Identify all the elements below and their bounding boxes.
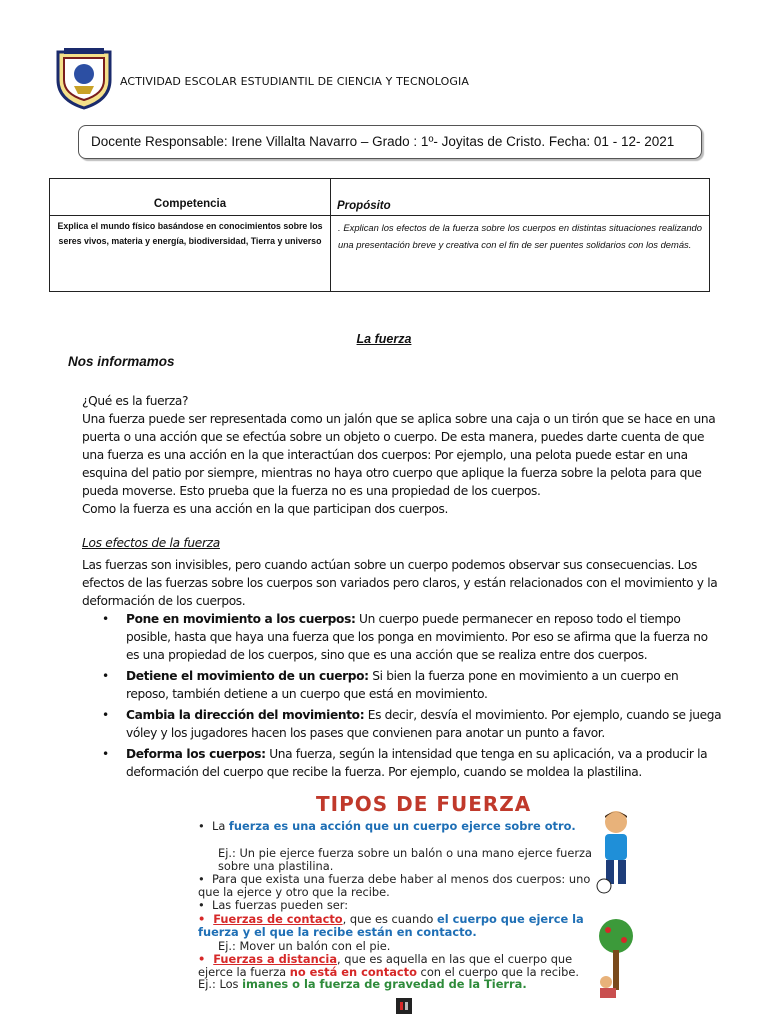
bullet-icon: • — [102, 708, 109, 722]
effects-list — [100, 610, 724, 784]
poster-line: Ej.: Mover un balón con el pie. — [218, 939, 391, 953]
bullet-icon: • — [102, 747, 109, 761]
effects-subtitle: Los efectos de la fuerza — [82, 536, 220, 550]
tree-child-reading-icon — [596, 918, 636, 1002]
poster-line: • Para que exista una fuerza debe haber al menos dos cuerpos: uno que la ejerce y otro que la recibe. — [198, 872, 591, 899]
poster-line: • Fuerzas a distancia, que es aquella en las que el cuerpo que ejerce la fuerza no está en contacto con el cuerpo que la recibe. Ej.: Los imanes o la fuerza de gravedad de la Tierra. — [198, 952, 579, 991]
list-item: • Cambia la dirección del movimiento: Es decir, desvía el movimiento. Por ejemplo, cuando se juega vóley y los jugadores hacen los pases que convienen para anotar un punto a favor. — [102, 708, 722, 740]
poster-line: • Las fuerzas pueden ser: — [198, 898, 349, 912]
page-title: La fuerza — [356, 332, 412, 346]
proposito-header: Propósito — [331, 179, 710, 216]
paragraph-definition: Una fuerza puede ser representada como un jalón que se aplica sobre una caja o un tirón que se hace en una puerta o una acción que se efectúa sobre un objeto o cuerpo. De esta manera, puedes darte cuenta de que una fuerza es una acción en la que interactúan dos cuerpos: Por ejemplo, una pelota puede estar en una esquina del patio por siempre, mientras no haya otro cuerpo que aplique la fuerza sobre la pelota para que pueda moverse. Esto prueba que la fuerza no es una propiedad de los cuerpos. — [82, 412, 716, 498]
paragraph-conclusion: Como la fuerza es una acción en la que participan dos cuerpos. — [82, 502, 448, 516]
docente-info-box — [78, 125, 702, 159]
docente-info-text: Docente Responsable: Irene Villalta Navarro – Grado : 1º- Joyitas de Cristo. Fecha: 01 - 12- 2021 — [91, 134, 675, 149]
competencia-cell: Explica el mundo físico basándose en conocimientos sobre los seres vivos, materia y energía, biodiversidad, Tierra y universo — [50, 216, 331, 292]
section-heading: Nos informamos — [68, 354, 175, 369]
list-item: • Deforma los cuerpos: Una fuerza, según la intensidad que tenga en su aplicación, va a producir la deformación del cuerpo que recibe la fuerza. Por ejemplo, cuando se moldea la plastilina. — [102, 747, 708, 779]
list-item: • Pone en movimiento a los cuerpos: Un cuerpo puede permanecer en reposo todo el tiempo posible, hasta que haya una fuerza que los ponga en movimiento. Por eso se afirma que la fuerza no es una propiedad de los cuerpos, sino que es una acción que se realiza entre dos cuerpos. — [102, 612, 708, 662]
tipos-de-fuerza-poster — [196, 790, 636, 1014]
poster-line: • La fuerza es una acción que un cuerpo ejerce sobre otro. — [198, 819, 576, 833]
school-logo — [50, 42, 118, 110]
poster-line: • Fuerzas de contacto, que es cuando el cuerpo que ejerce la fuerza y el que la recibe están en contacto. — [198, 912, 584, 939]
competency-table — [49, 178, 710, 292]
proposito-cell: . Explican los efectos de la fuerza sobre los cuerpos en distintas situaciones realizando una presentación breve y creativa con el fin de ser puentes solidarios con los demás. — [331, 216, 710, 292]
boy-kicking-ball-icon — [596, 808, 636, 894]
magnet-icon — [396, 998, 412, 1014]
competencia-header: Competencia — [50, 179, 331, 216]
bullet-icon: • — [102, 612, 109, 626]
paragraph-effects: Las fuerzas son invisibles, pero cuando actúan sobre un cuerpo podemos observar sus consecuencias. Los efectos de las fuerzas sobre los cuerpos son variados pero claros, y están relacionados con el movimiento y la deformación de los cuerpos. — [82, 558, 718, 608]
question-heading: ¿Qué es la fuerza? — [82, 394, 189, 408]
bullet-icon: • — [102, 669, 109, 683]
poster-title: TIPOS DE FUERZA — [316, 792, 532, 816]
list-item: • Detiene el movimiento de un cuerpo: Si bien la fuerza pone en movimiento a un cuerpo en reposo, también detiene a un cuerpo que está en movimiento. — [102, 669, 679, 701]
school-activity-title: ACTIVIDAD ESCOLAR ESTUDIANTIL DE CIENCIA Y TECNOLOGIA — [120, 75, 469, 88]
poster-line: Ej.: Un pie ejerce fuerza sobre un balón o una mano ejerce fuerza sobre una plastilina. — [218, 846, 592, 873]
